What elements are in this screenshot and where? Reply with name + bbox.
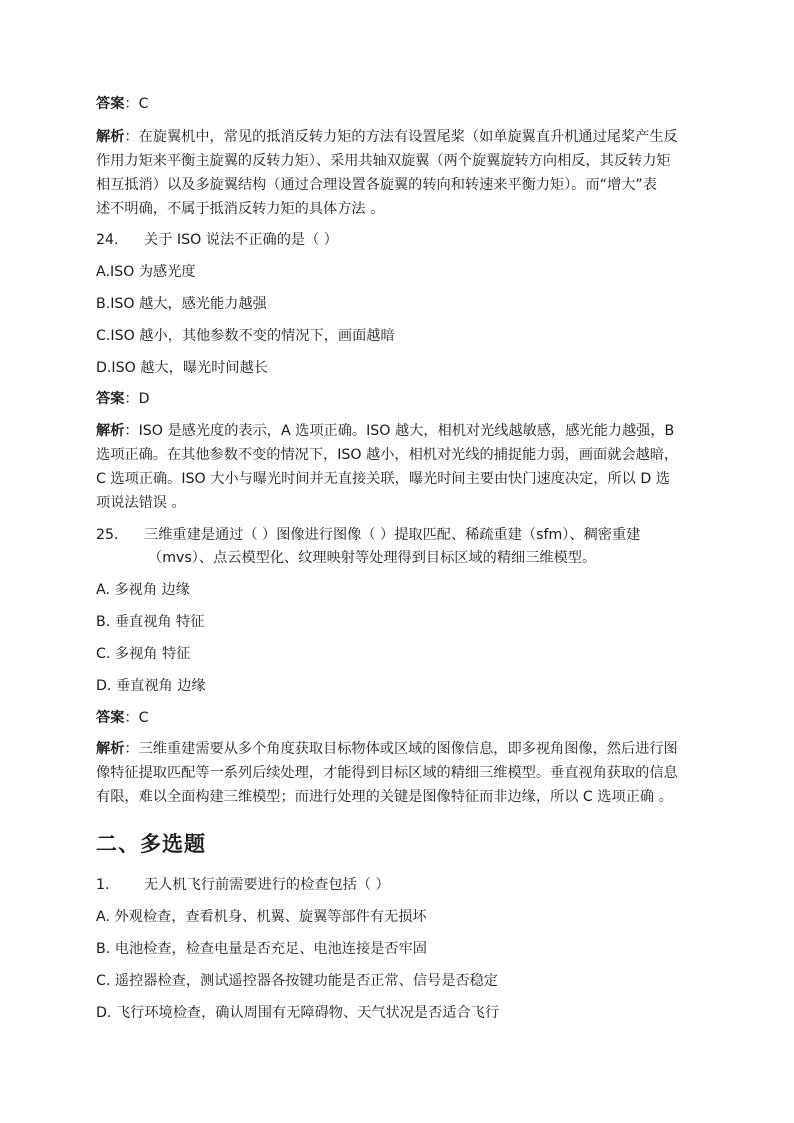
q25-stem-line-2: （mvs）、点云模型化、纹理映射等处理得到目标区域的精细三维模型。 (148, 550, 597, 566)
q25-analysis-line-2: 像特征提取匹配等一系列后续处理，才能得到目标区域的精细三维模型。垂直视角获取的信息 (96, 765, 678, 781)
q23-analysis-line-3: 相互抵消）以及多旋翼结构（通过合理设置各旋翼的转向和转速来平衡力矩）。而“增大”表 (96, 177, 657, 193)
question-text: 关于 ISO 说法不正确的是（ ） (144, 232, 338, 248)
q24-analysis-line-4: 项说法错误 。 (96, 495, 186, 511)
q25-option-a: A. 多视角 边缘 (96, 582, 190, 598)
q24-analysis-line-1: 解析：ISO 是感光度的表示，A 选项正确。ISO 越大，相机对光线越敏感，感光能力越强，B (96, 423, 675, 439)
answer-label: 答案 (96, 391, 125, 407)
q24-option-a: A.ISO 为感光度 (96, 264, 196, 280)
question-text: 无人机飞行前需要进行的检查包括（ ） (144, 877, 390, 893)
question-number: 1. (96, 877, 110, 893)
q24-option-d: D.ISO 越大，曝光时间越长 (96, 360, 268, 376)
q24-option-c: C.ISO 越小，其他参数不变的情况下，画面越暗 (96, 328, 395, 344)
q23-analysis-line-1: 解析：在旋翼机中，常见的抵消反转力矩的方法有设置尾桨（如单旋翼直升机通过尾桨产生反 (96, 129, 678, 145)
q23-analysis-line-4: 述不明确，不属于抵消反转力矩的具体方法 。 (96, 201, 385, 217)
m1-option-b: B. 电池检查，检查电量是否充足、电池连接是否牢固 (96, 941, 427, 957)
q25-answer (96, 708, 149, 728)
q25-option-b: B. 垂直视角 特征 (96, 614, 205, 630)
q25-option-d: D. 垂直视角 边缘 (96, 678, 206, 694)
q24-stem (96, 230, 338, 250)
q25-option-c: C. 多视角 特征 (96, 646, 191, 662)
question-number: 25. (96, 527, 119, 543)
answer-label: 答案 (96, 96, 125, 112)
answer-label: 答案 (96, 710, 125, 726)
analysis-label: 解析 (96, 741, 125, 757)
section-heading: 二、多选题 (96, 832, 206, 856)
m1-option-a: A. 外观检查，查看机身、机翼、旋翼等部件有无损坏 (96, 909, 427, 925)
m1-option-d: D. 飞行环境检查，确认周围有无障碍物、天气状况是否适合飞行 (96, 1005, 500, 1021)
question-text: 三维重建是通过（ ）图像进行图像（ ）提取匹配、稀疏重建（sfm）、稠密重建 (144, 527, 641, 543)
q25-stem-line-1 (96, 525, 640, 545)
q23-answer (96, 94, 149, 114)
q24-analysis-line-2: 选项正确。在其他参数不变的情况下，ISO 越小，相机对光线的捕捉能力弱，画面就会越暗， (96, 447, 679, 463)
m1-option-c: C. 遥控器检查，测试遥控器各按键功能是否正常、信号是否稳定 (96, 973, 498, 989)
answer-value: ：C (124, 710, 149, 726)
answer-value: ：D (124, 391, 150, 407)
analysis-label: 解析 (96, 423, 125, 439)
q24-answer (96, 389, 150, 409)
q23-analysis-line-2: 作用力矩来平衡主旋翼的反转力矩）、采用共轴双旋翼（两个旋翼旋转方向相反，其反转力矩 (96, 153, 671, 169)
q25-analysis-line-1: 解析：三维重建需要从多个角度获取目标物体或区域的图像信息，即多视角图像，然后进行图 (96, 741, 678, 757)
analysis-label: 解析 (96, 129, 125, 145)
m1-stem (96, 875, 390, 895)
answer-value: ：C (124, 96, 149, 112)
question-number: 24. (96, 232, 119, 248)
q24-analysis-line-3: C 选项正确。ISO 大小与曝光时间并无直接关联，曝光时间主要由快门速度决定，所以 D 选 (96, 471, 670, 487)
q25-analysis-line-3: 有限，难以全面构建三维模型；而进行处理的关键是图像特征而非边缘，所以 C 选项正确 。 (96, 789, 673, 805)
q24-option-b: B.ISO 越大，感光能力越强 (96, 296, 267, 312)
